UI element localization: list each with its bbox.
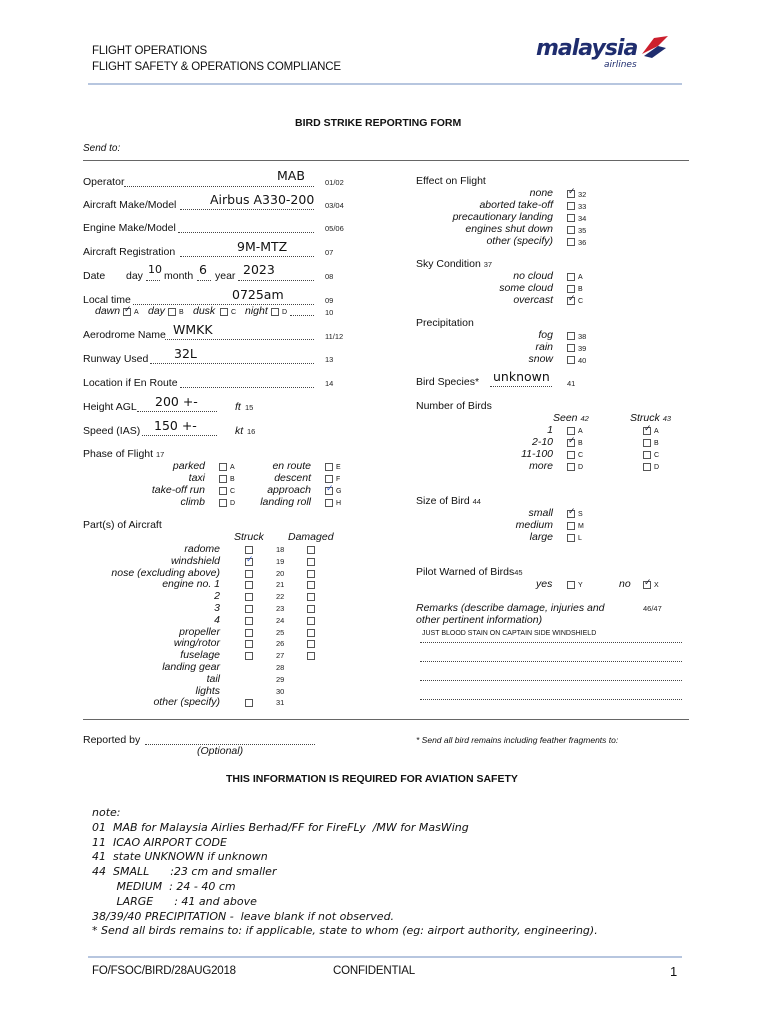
effect-34-checkbox[interactable] [567,214,575,222]
month-value[interactable]: 6 [199,262,207,277]
effect-34-code: 34 [578,214,587,223]
part-25-damaged-checkbox[interactable] [307,629,315,637]
footer-ref: FO/FSOC/BIRD/28AUG2018 [92,965,236,977]
aircraft-make-label: Aircraft Make/Model [83,199,177,211]
remarks-label-2: other pertinent information) [416,614,543,626]
effect-36-label: other (specify) [486,235,553,247]
effect-33-checkbox[interactable] [567,202,575,210]
date-code: 08 [325,272,334,281]
number-b-struck-letter: B [654,440,659,447]
number-label: Number of Birds [416,400,492,412]
phase-c-checkbox[interactable] [219,487,227,495]
part-20-struck-checkbox[interactable] [245,570,253,578]
part-27-code: 27 [276,651,285,661]
send-remains-note: * Send all bird remains including feather fragments to: [416,735,619,745]
part-22-struck-checkbox[interactable] [245,593,253,601]
malaysia-airlines-logo [536,36,638,70]
precip-40-label: snow [528,353,553,365]
part-19-code: 19 [276,556,285,566]
number-c-seen-checkbox[interactable] [567,451,575,459]
note-line: * Send all birds remains to: if applicable, state to whom (eg: airport authority, engineering). [92,924,598,938]
part-24-struck-checkbox[interactable] [245,617,253,625]
size-l-checkbox[interactable] [567,534,575,542]
precip-40-code: 40 [578,356,587,365]
header-divider [88,83,682,85]
effect-label: Effect on Flight [416,175,486,187]
required-banner: THIS INFORMATION IS REQUIRED FOR AVIATION SAFETY [226,773,518,785]
number-d-struck-letter: D [654,464,660,471]
height-code: 15 [245,403,254,412]
number-c-struck-letter: C [654,452,660,459]
number-c-seen-letter: C [578,452,584,459]
pilot-no-checkbox[interactable] [643,581,651,589]
sky-c-letter: C [578,298,584,305]
number-b-struck-checkbox[interactable] [643,439,651,447]
size-s-label: small [528,507,553,519]
pilot-no-label: no [619,578,631,590]
note-line: 41 state UNKNOWN if unknown [92,850,268,864]
location-label: Location if En Route [83,377,178,389]
part-23-damaged-checkbox[interactable] [307,605,315,613]
size-m-letter: M [578,523,584,530]
operator-code: 01/02 [325,178,344,187]
note-line: 38/39/40 PRECIPITATION - leave blank if not observed. [92,909,395,923]
phase-label: Phase of Flight 17 [83,448,165,460]
part-20-damaged-checkbox[interactable] [307,570,315,578]
date-label: Date [83,270,106,282]
number-a-seen-checkbox[interactable] [567,427,575,435]
note-line: note: [92,806,121,819]
phase-d-letter: D [230,500,236,507]
aerodrome-label: Aerodrome Name [83,329,166,341]
number-a-label: 1 [547,424,553,436]
part-18-code: 18 [276,545,285,554]
aerodrome-value[interactable]: WMKK [173,322,213,337]
local-time-value[interactable]: 0725am [232,287,284,302]
phase-f-letter: F [336,476,341,483]
optional-label: (Optional) [197,745,244,757]
speed-code: 16 [247,427,256,436]
pilot-label: Pilot Warned of Birds45 [416,566,523,578]
part-27-struck-checkbox[interactable] [245,652,253,660]
part-19-damaged-checkbox[interactable] [307,558,315,566]
height-value[interactable]: 200 +- [155,394,198,409]
remarks-value[interactable]: JUST BLOOD STAIN ON CAPTAIN SIDE WINDSHIELD [422,630,597,637]
part-29-label: tail [206,672,220,685]
day-light-label: day [148,305,165,317]
species-value[interactable]: unknown [493,369,550,384]
part-21-code: 21 [276,580,285,590]
part-21-label: engine no. 1 [162,578,220,591]
part-22-label: 2 [214,590,220,603]
part-28-label: landing gear [162,661,220,673]
runway-value[interactable]: 32L [174,346,197,361]
struck-count-header: Struck 43 [630,412,672,424]
aircraft-make-code: 03/04 [325,201,344,210]
sky-a-letter: A [578,274,583,281]
effect-32-label: none [529,187,553,199]
struck-header: Struck [234,531,264,543]
day-value[interactable]: 10 [148,263,162,276]
part-24-damaged-checkbox[interactable] [307,617,315,625]
note-line: LARGE : 41 and above [92,894,257,908]
part-18-damaged-checkbox[interactable] [307,546,315,554]
part-31-code: 31 [276,698,285,708]
day-letter: B [179,309,184,316]
sky-label: Sky Condition 37 [416,258,493,270]
dawn-label: dawn [95,305,121,317]
number-a-struck-letter: A [654,428,659,435]
phase-a-checkbox[interactable] [219,463,227,471]
number-d-seen-checkbox[interactable] [567,463,575,471]
part-25-label: propeller [179,625,220,638]
engine-make-code: 05/06 [325,224,344,233]
sky-a-checkbox[interactable] [567,273,575,281]
phase-g-letter: G [336,488,342,495]
operator-label: Operator [83,176,125,188]
phase-h-letter: H [336,500,342,507]
precip-38-checkbox[interactable] [567,332,575,340]
precip-38-code: 38 [578,332,587,341]
size-m-checkbox[interactable] [567,522,575,530]
part-21-struck-checkbox[interactable] [245,581,253,589]
aerodrome-code: 11/12 [325,332,344,341]
phase-b-letter: B [230,476,235,483]
dusk-label: dusk [193,305,216,317]
sky-b-letter: B [578,286,583,293]
local-time-code: 09 [325,296,334,305]
pilot-yes-label: yes [536,578,553,590]
part-26-struck-checkbox[interactable] [245,640,253,648]
part-21-damaged-checkbox[interactable] [307,581,315,589]
remarks-label-1: Remarks (describe damage, injuries and [416,602,605,614]
precip-label: Precipitation [416,317,474,329]
phase-a-label: parked [172,460,205,472]
phase-c-label: take-off run [151,484,205,496]
part-20-code: 20 [276,568,285,578]
precip-39-label: rain [535,341,553,353]
night-label: night [245,305,268,317]
engine-make-label: Engine Make/Model [83,222,176,234]
dusk-checkbox[interactable] [220,308,228,316]
number-b-seen-letter: B [578,440,583,447]
part-28-code: 28 [276,663,285,672]
effect-35-code: 35 [578,226,587,235]
sky-c-label: overcast [513,294,553,306]
phase-g-label: approach [267,484,311,496]
top-divider [83,160,689,161]
bottom-divider [83,719,689,720]
size-s-checkbox[interactable] [567,510,575,518]
part-25-struck-checkbox[interactable] [245,629,253,637]
part-22-damaged-checkbox[interactable] [307,593,315,601]
phase-b-checkbox[interactable] [219,475,227,483]
effect-33-code: 33 [578,202,587,211]
size-l-label: large [529,531,553,543]
page-number: 1 [670,964,678,979]
seen-header: Seen 42 [553,412,589,424]
day-label: day [126,270,143,282]
year-label: year [215,270,236,282]
speed-unit: kt [235,425,244,437]
notes-block [92,806,598,939]
phase-e-letter: E [336,464,341,471]
header-line-1: FLIGHT OPERATIONS [92,45,208,57]
pilot-yes-checkbox[interactable] [567,581,575,589]
registration-value[interactable]: 9M-MTZ [237,239,288,254]
part-31-struck-checkbox[interactable] [245,699,253,707]
remarks-code: 46/47 [643,604,662,613]
note-line: 11 ICAO AIRPORT CODE [92,835,227,849]
precip-38-label: fog [538,329,553,341]
number-a-struck-checkbox[interactable] [643,427,651,435]
phase-f-checkbox[interactable] [325,475,333,483]
part-27-damaged-checkbox[interactable] [307,652,315,660]
dawn-checkbox[interactable] [123,308,131,316]
phase-d-label: climb [180,496,205,508]
effect-32-checkbox[interactable] [567,190,575,198]
runway-code: 13 [325,355,334,364]
part-23-struck-checkbox[interactable] [245,605,253,613]
parts-label: Part(s) of Aircraft [83,519,162,531]
species-label: Bird Species* [416,376,480,388]
part-26-label: wing/rotor [173,637,220,650]
note-line: 01 MAB for Malaysia Airlies Berhad/FF for FireFLy /MW for MasWing [92,820,469,834]
number-b-label: 2-10 [531,436,553,448]
phase-a-letter: A [230,464,235,471]
phase-f-label: descent [274,472,311,484]
species-code: 41 [567,379,576,388]
effect-34-label: precautionary landing [452,211,553,223]
day-checkbox[interactable] [168,308,176,316]
dusk-letter: C [231,309,237,316]
effect-35-checkbox[interactable] [567,226,575,234]
dawn-letter: A [134,309,139,316]
location-code: 14 [325,379,334,388]
night-letter: D [282,309,288,316]
effect-36-checkbox[interactable] [567,238,575,246]
precip-39-checkbox[interactable] [567,344,575,352]
pilot-yes-letter: Y [578,582,583,589]
phase-d-checkbox[interactable] [219,499,227,507]
registration-label: Aircraft Registration [83,246,176,258]
effect-32-code: 32 [578,190,587,199]
effect-35-label: engines shut down [465,223,553,235]
phase-e-checkbox[interactable] [325,463,333,471]
phase-h-label: landing roll [260,496,311,508]
part-29-code: 29 [276,674,285,684]
speed-value[interactable]: 150 +- [154,418,197,433]
phase-c-letter: C [230,488,236,495]
number-c-label: 11-100 [521,448,553,460]
year-value[interactable]: 2023 [243,262,275,277]
part-31-label: other (specify) [153,696,220,709]
height-unit: ft [235,401,241,413]
effect-33-label: aborted take-off [479,199,553,211]
size-l-letter: L [578,535,582,542]
speed-label: Speed (IAS) [83,425,141,437]
number-a-seen-letter: A [578,428,583,435]
damaged-header: Damaged [288,531,334,543]
sky-a-label: no cloud [513,270,553,282]
part-22-code: 22 [276,592,285,602]
phase-b-label: taxi [188,472,205,484]
part-24-code: 24 [276,615,285,625]
local-time-label: Local time [83,294,131,306]
footer-divider [88,956,682,958]
height-label: Height AGL [83,401,137,413]
part-19-label: windshield [170,554,220,567]
note-line: 44 SMALL :23 cm and smaller [92,865,277,879]
kite-logo-icon [640,34,670,60]
part-30-code: 30 [276,686,285,696]
header-line-2: FLIGHT SAFETY & OPERATIONS COMPLIANCE [92,61,341,73]
part-23-label: 3 [214,602,220,614]
part-20-label: nose (excluding above) [111,566,220,579]
part-19-struck-checkbox[interactable] [245,558,253,566]
effect-36-code: 36 [578,238,587,247]
number-d-seen-letter: D [578,464,584,471]
logo-text: malaysia [536,36,638,61]
part-26-damaged-checkbox[interactable] [307,640,315,648]
sky-b-label: some cloud [499,282,553,294]
note-line: MEDIUM : 24 - 40 cm [92,879,236,893]
runway-label: Runway Used [83,353,149,365]
night-checkbox[interactable] [271,308,279,316]
part-30-label: lights [195,684,220,697]
number-d-struck-checkbox[interactable] [643,463,651,471]
logo-subtext: airlines [604,60,637,70]
part-18-label: radome [184,543,220,555]
aircraft-make-value[interactable]: Airbus A330-200 [210,192,315,207]
number-d-label: more [529,460,553,472]
reported-by-label: Reported by [83,734,141,746]
pilot-no-letter: X [654,582,659,589]
part-26-code: 26 [276,639,285,649]
month-label: month [164,270,194,282]
light-code: 10 [325,308,334,317]
precip-40-checkbox[interactable] [567,356,575,364]
sky-c-checkbox[interactable] [567,297,575,305]
registration-code: 07 [325,248,334,257]
part-25-code: 25 [276,627,285,637]
sky-b-checkbox[interactable] [567,285,575,293]
send-to-label: Send to: [83,143,121,154]
operator-value[interactable]: MAB [277,168,305,183]
precip-39-code: 39 [578,344,587,353]
part-23-code: 23 [276,604,285,613]
phase-e-label: en route [272,460,311,472]
size-label: Size of Bird 44 [416,495,481,507]
form-title: BIRD STRIKE REPORTING FORM [295,117,462,129]
phase-g-checkbox[interactable] [325,487,333,495]
number-b-seen-checkbox[interactable] [567,439,575,447]
part-18-struck-checkbox[interactable] [245,546,253,554]
footer-confidential: CONFIDENTIAL [333,965,415,977]
size-m-label: medium [515,519,553,531]
part-24-label: 4 [214,613,220,626]
part-27-label: fuselage [180,649,220,662]
number-c-struck-checkbox[interactable] [643,451,651,459]
phase-h-checkbox[interactable] [325,499,333,507]
size-s-letter: S [578,511,583,518]
